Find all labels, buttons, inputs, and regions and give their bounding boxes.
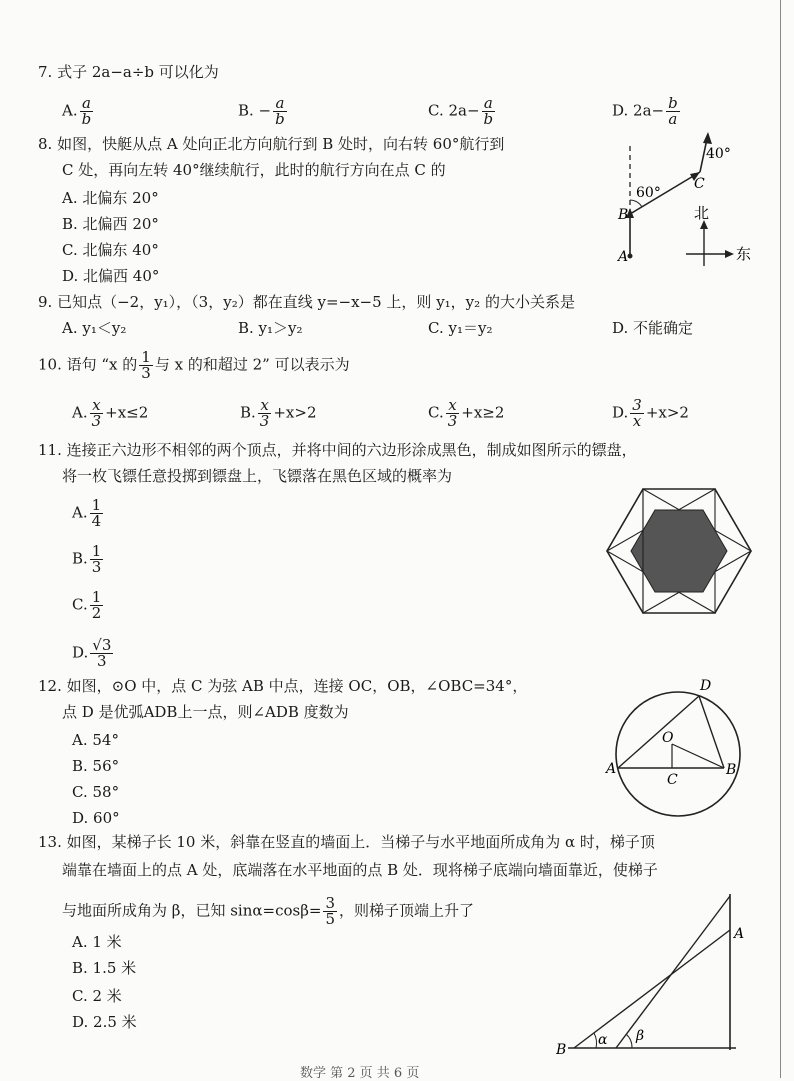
q9-stem: 9. 已知点（−2，y₁），（3，y₂）都在直线 y=−x−5 上，则 y₁，y₂ 的大小关系是 xyxy=(38,293,575,311)
q11-option-d[interactable]: D. $\frac{√3}{3}$ xyxy=(72,636,112,670)
q8-point-c-label: C xyxy=(694,176,705,192)
q13-point-a-label: A xyxy=(734,926,745,942)
q10-option-b[interactable]: B. $\frac{x}{3}$ +x>2 xyxy=(240,396,317,430)
q7-option-d[interactable]: D. 2a− $\frac{b}{a}$ xyxy=(612,94,678,128)
q8-point-a-label: A xyxy=(618,249,629,265)
q9-option-c[interactable]: C. y₁＝y₂ xyxy=(428,319,493,337)
q9-option-b[interactable]: B. y₁＞y₂ xyxy=(238,319,303,337)
q13-stem-line1: 13. 如图，某梯子长 10 米，斜靠在竖直的墙面上．当梯子与水平地面所成角为 α 时，梯子顶 xyxy=(38,833,655,851)
q12-stem-line1: 12. 如图，⊙O 中，点 C 为弦 AB 中点，连接 OC，OB，∠OBC=34°， xyxy=(38,677,528,695)
q10-option-d[interactable]: D. $\frac{3}{x}$ +x>2 xyxy=(612,396,689,430)
q8-stem-line2: C 处，再向左转 40°继续航行，此时的航行方向在点 C 的 xyxy=(62,161,446,179)
q11-option-a[interactable]: A. $\frac{1}{4}$ xyxy=(72,496,102,530)
q11-option-b[interactable]: B. $\frac{1}{3}$ xyxy=(72,542,102,576)
q10-option-c[interactable]: C. $\frac{x}{3}$ +x≥2 xyxy=(428,396,505,430)
q12-point-d-label: D xyxy=(700,678,712,694)
q13-stem-line2: 端靠在墙面上的点 A 处，底端落在水平地面的点 B 处．现将梯子底端向墙面靠近，使梯子 xyxy=(62,861,658,879)
q9-option-a[interactable]: A. y₁＜y₂ xyxy=(62,319,127,337)
q10-option-a[interactable]: A. $\frac{x}{3}$ +x≤2 xyxy=(72,396,149,430)
page-footer: 数学 第 2 页 共 6 页 xyxy=(300,1066,420,1081)
q11-dartboard-figure xyxy=(604,486,754,616)
q8-figure xyxy=(600,124,780,274)
q13-ladder-figure xyxy=(556,890,766,1060)
q12-option-c[interactable]: C. 58° xyxy=(72,783,120,801)
q13-beta-label: β xyxy=(636,1028,645,1044)
q13-alpha-label: α xyxy=(598,1032,608,1048)
q7-option-c[interactable]: C. 2a− $\frac{a}{b}$ xyxy=(428,94,494,128)
q11-stem-line2: 将一枚飞镖任意投掷到镖盘上，飞镖落在黑色区域的概率为 xyxy=(62,467,453,485)
q12-point-o-label: O xyxy=(662,730,674,746)
q8-option-d[interactable]: D. 北偏西 40° xyxy=(62,267,160,285)
q9-option-d[interactable]: D. 不能确定 xyxy=(612,319,694,337)
q12-stem-line2: 点 D 是优弧ADB上一点，则∠ADB 度数为 xyxy=(62,703,349,721)
q8-stem-line1: 8. 如图，快艇从点 A 处向正北方向航行到 B 处时，向右转 60°航行到 xyxy=(38,135,505,153)
q12-point-c-label: C xyxy=(667,772,678,788)
q8-angle40-label: 40° xyxy=(706,146,731,162)
q7-stem: 7. 式子 2a−a÷b 可以化为 xyxy=(38,63,219,81)
q12-point-a-label: A xyxy=(606,761,617,777)
q8-option-b[interactable]: B. 北偏西 20° xyxy=(62,215,159,233)
q8-option-a[interactable]: A. 北偏东 20° xyxy=(62,189,159,207)
q8-north-label: 北 xyxy=(694,204,710,222)
q13-stem-line3: 与地面所成角为 β，已知 sinα=cosβ= $\frac{3}{5}$ ，则梯子顶端上升了 xyxy=(62,894,474,928)
page-edge-line xyxy=(780,0,781,1078)
q12-point-b-label: B xyxy=(726,762,737,778)
q13-point-b-label: B xyxy=(556,1042,567,1058)
q13-option-d[interactable]: D. 2.5 米 xyxy=(72,1013,137,1031)
q12-circle-figure xyxy=(604,674,754,824)
q11-stem-line1: 11. 连接正六边形不相邻的两个顶点，并将中间的六边形涂成黑色，制成如图所示的镖盘， xyxy=(38,441,637,459)
q8-east-label: 东 xyxy=(736,245,752,263)
q13-option-a[interactable]: A. 1 米 xyxy=(72,933,122,951)
q12-option-a[interactable]: A. 54° xyxy=(72,731,119,749)
q13-option-c[interactable]: C. 2 米 xyxy=(72,987,122,1005)
q10-stem: 10. 语句 “x 的 $\frac{1}{3}$ 与 x 的和超过 2” 可以表示为 xyxy=(38,348,350,382)
q12-option-b[interactable]: B. 56° xyxy=(72,757,120,775)
q7-option-b[interactable]: B. − $\frac{a}{b}$ xyxy=(238,94,285,128)
q13-option-b[interactable]: B. 1.5 米 xyxy=(72,959,137,977)
q7-option-a[interactable]: A. $\frac{a}{b}$ xyxy=(62,94,92,128)
q8-point-b-label: B xyxy=(618,207,629,223)
q11-option-c[interactable]: C. $\frac{1}{2}$ xyxy=(72,588,102,622)
q12-option-d[interactable]: D. 60° xyxy=(72,809,120,827)
q8-angle60-label: 60° xyxy=(636,185,661,201)
q8-option-c[interactable]: C. 北偏东 40° xyxy=(62,241,159,259)
